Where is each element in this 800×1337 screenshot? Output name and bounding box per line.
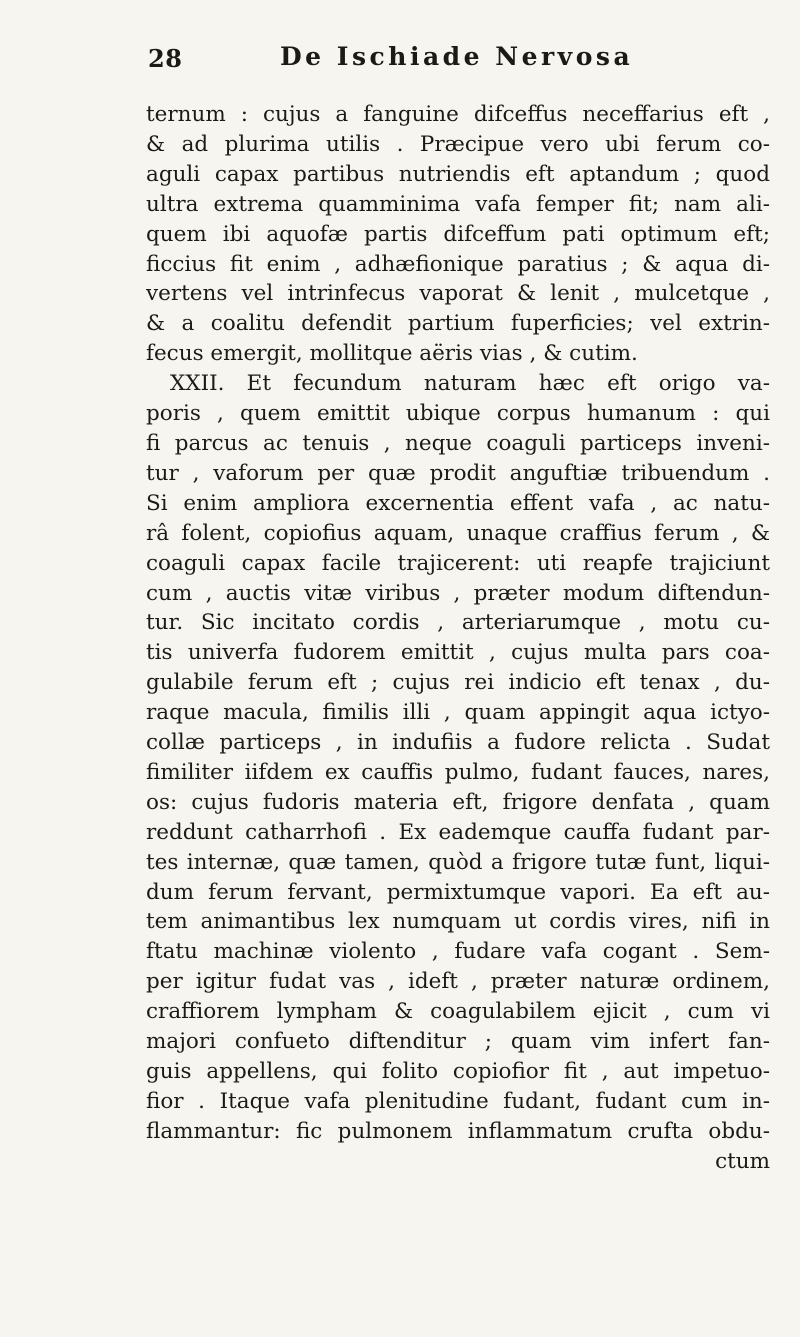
text-line: & a coalitu defendit partium fuperficies; vel extrin- (146, 311, 770, 337)
page-number: 28 (148, 44, 183, 73)
text-line: cum , auctis vitæ viribus , præter modum diftendun- (146, 580, 770, 606)
text-line: ultra extrema quamminima vafa femper fit; nam ali- (146, 191, 770, 217)
text-line: majori confueto diftenditur ; quam vim infert fan- (146, 1029, 770, 1055)
text-line: collæ particeps , in indufiis a fudore relicta . Sudat (146, 730, 770, 756)
body-text (146, 100, 770, 1177)
text-line: & ad plurima utilis . Præcipue vero ubi ferum co- (146, 131, 770, 157)
text-line: fi parcus ac tenuis , neque coaguli particeps inveni- (146, 430, 770, 456)
text-line: ftatu machinæ violento , fudare vafa cogant . Sem- (146, 939, 770, 965)
text-line: vertens vel intrinfecus vaporat & lenit , mulcetque , (146, 281, 770, 307)
text-line: tur , vaforum per quæ prodit anguftiæ tribuendum . (146, 460, 770, 486)
text-line: guis appellens, qui folito copiofior fit , aut impetuo- (146, 1059, 770, 1084)
text-line: ternum : cujus a fanguine difceffus neceffarius eft , (146, 102, 770, 127)
text-line: coaguli capax facile trajicerent: uti reapfe trajiciunt (146, 550, 770, 576)
text-line: tes internæ, quæ tamen, quòd a frigore tutæ funt, liqui- (146, 849, 770, 875)
text-line: poris , quem emittit ubique corpus humanum : qui (146, 401, 770, 427)
text-line: tur. Sic incitato cordis , arteriarumque , motu cu- (146, 610, 770, 636)
text-line: per igitur fudat vas , ideft , præter naturæ ordinem, (146, 969, 770, 995)
text-line: tis univerfa fudorem emittit , cujus multa pars coa- (146, 640, 770, 666)
text-line: tem animantibus lex numquam ut cordis vires, nifi in (146, 909, 770, 935)
text-line: gulabile ferum eft ; cujus rei indicio eft tenax , du- (146, 670, 770, 696)
text-line: fior . Itaque vafa plenitudine fudant, fudant cum in- (146, 1088, 770, 1114)
text-line: craffiorem lympham & coagulabilem ejicit , cum vi (146, 999, 770, 1025)
catchword: ctum (715, 1148, 770, 1174)
text-line: dum ferum fervant, permixtumque vapori. Ea eft au- (146, 879, 770, 905)
text-line: fimiliter iifdem ex cauffis pulmo, fudant fauces, nares, (146, 759, 770, 785)
text-line: aguli capax partibus nutriendis eft aptandum ; quod (146, 161, 770, 187)
text-line: fecus emergit, mollitque aëris vias , & cutim. (146, 341, 638, 367)
section-start-line: XXII. Et fecundum naturam hæc eft origo va- (170, 371, 770, 397)
text-line: reddunt catharrhofi . Ex eademque cauffa fudant par- (146, 819, 770, 845)
text-line: os: cujus fudoris materia eft, frigore denfata , quam (146, 789, 770, 815)
text-line: flammantur: fic pulmonem inflammatum crufta obdu- (146, 1118, 770, 1144)
running-title: De Ischiade Nervosa (280, 42, 634, 71)
text-line: Si enim ampliora excernentia effent vafa , ac natu- (146, 490, 770, 516)
text-line: raque macula, fimilis illi , quam appingit aqua ictyo- (146, 700, 770, 726)
text-line: râ folent, copiofius aquam, unaque craffius ferum , & (146, 520, 770, 546)
text-line: ficcius fit enim , adhæfionique paratius ; & aqua di- (146, 251, 770, 277)
text-line: quem ibi aquofæ partis difceffum pati optimum eft; (146, 221, 770, 247)
page-header (148, 36, 768, 76)
